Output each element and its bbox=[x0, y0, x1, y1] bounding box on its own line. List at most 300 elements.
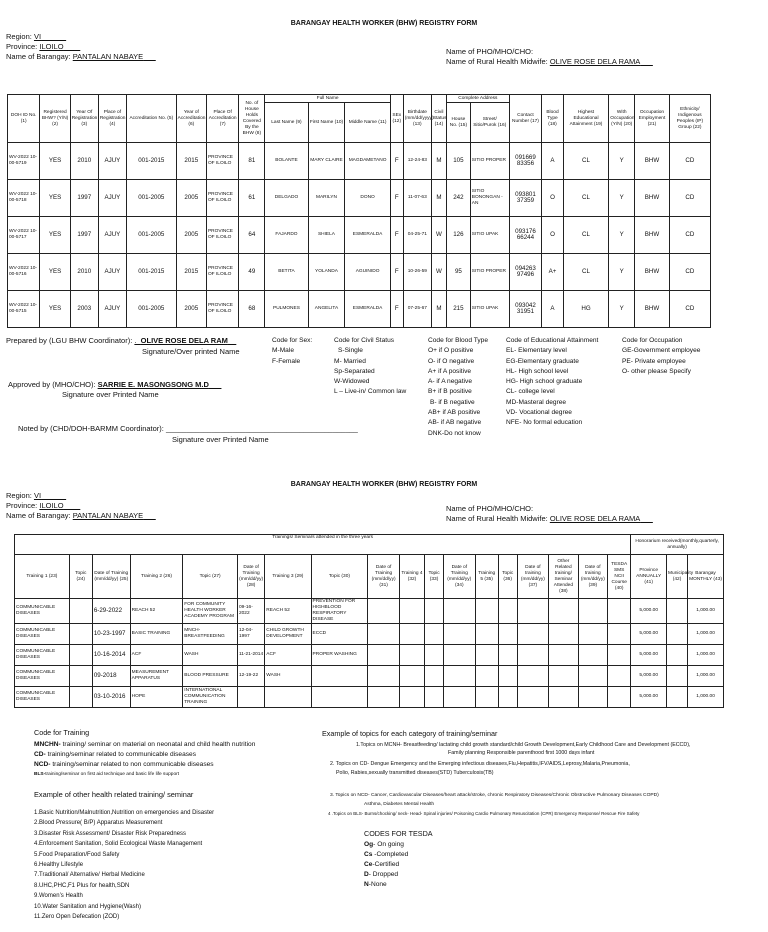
tesda-code-item: D- Dropped bbox=[364, 871, 399, 878]
table-cell: MNCH- BREASTFEEDING bbox=[183, 624, 238, 645]
table-cell: 2003 bbox=[70, 291, 98, 328]
table-cell: 093042 31951 bbox=[509, 291, 541, 328]
table-cell: 2015 bbox=[176, 143, 206, 180]
table-cell: 04-25-71 bbox=[403, 217, 431, 254]
table-cell: 093176 66244 bbox=[509, 217, 541, 254]
training-code-item: BLS-training/seminar on first aid technique and basic life life support bbox=[34, 772, 180, 777]
table-cell: MARY CLAIRE bbox=[308, 143, 345, 180]
table-cell: 12-04-1997 bbox=[237, 624, 264, 645]
table-cell: 09-16-2022 bbox=[237, 599, 264, 624]
table-row bbox=[8, 143, 711, 180]
table-row bbox=[8, 217, 711, 254]
table-cell bbox=[549, 666, 578, 687]
table-cell bbox=[69, 666, 92, 687]
table-cell bbox=[667, 687, 688, 708]
table-cell: SITIO UPAK bbox=[470, 291, 509, 328]
col-header: Training 2 (26) bbox=[130, 555, 183, 599]
table-cell: F bbox=[390, 143, 403, 180]
tesda-codes bbox=[364, 840, 408, 890]
table-cell bbox=[444, 624, 476, 645]
table-cell: WV-2022 10-00-5717 bbox=[8, 217, 40, 254]
table-cell: 12-19-22 bbox=[237, 666, 264, 687]
table-cell: DELGADO bbox=[265, 180, 308, 217]
table-cell bbox=[517, 645, 549, 666]
table-cell bbox=[498, 645, 517, 666]
table-cell: 215 bbox=[447, 291, 471, 328]
table-cell: PROVINCE OF ILOILO bbox=[206, 291, 238, 328]
table-cell: 49 bbox=[239, 254, 265, 291]
other-training-item: 5.Food Preparation/Food Safety bbox=[34, 851, 120, 858]
table-cell: CL bbox=[563, 217, 608, 254]
table-cell: BASIC TRAINING bbox=[130, 624, 183, 645]
table-cell: 1,000.00 bbox=[688, 624, 724, 645]
table-cell: 6-29-2022 bbox=[92, 599, 130, 624]
table-cell: 81 bbox=[239, 143, 265, 180]
table-cell: YES bbox=[40, 217, 70, 254]
table-cell bbox=[475, 666, 498, 687]
table-cell bbox=[444, 645, 476, 666]
other-training-item: 7.Traditional/ Alternative/ Herbal Medicine bbox=[34, 872, 145, 879]
table-cell: COMMUNICABLE DISEASES bbox=[15, 687, 70, 708]
table-cell: BOLANTE bbox=[265, 143, 308, 180]
table-cell bbox=[425, 666, 444, 687]
table-cell: 1,000.00 bbox=[688, 645, 724, 666]
table-cell: CD bbox=[669, 180, 710, 217]
table-cell bbox=[425, 687, 444, 708]
col-header: Year of Accreditation (6) bbox=[176, 95, 206, 143]
col-header: Training 5 (35) bbox=[475, 555, 498, 599]
form-title: BARANGAY HEALTH WORKER (BHW) REGISTRY FORM bbox=[290, 20, 478, 27]
table-row bbox=[8, 180, 711, 217]
header-left: Region: VI______ Province: ILOILO____ Name of Barangay: PANTALAN NABAYE___ bbox=[6, 32, 156, 61]
table-cell: PROPER WASHING bbox=[311, 645, 368, 666]
group-header: Full Name bbox=[265, 95, 390, 103]
table-cell bbox=[608, 599, 631, 624]
table-cell: A+ bbox=[542, 254, 564, 291]
other-training-item: 6.Healthy Lifestyle bbox=[34, 862, 84, 869]
table-cell bbox=[399, 599, 424, 624]
table-cell: SITIO BONONGAN -AN bbox=[470, 180, 509, 217]
table-cell: 1,000.00 bbox=[688, 599, 724, 624]
table-cell bbox=[399, 645, 424, 666]
tesda-code-item: Ce-Certified bbox=[364, 861, 400, 868]
training-code-item: MNCHN- training/ seminar on material on neonatal and child health nutrition bbox=[34, 741, 256, 748]
table-cell bbox=[578, 624, 607, 645]
col-header: Date of Training (mm/dd/yy) (25) bbox=[92, 555, 130, 599]
table-cell: REACH 52 bbox=[130, 599, 183, 624]
col-header: Other Related training/ Seminar Attended (38) bbox=[549, 555, 578, 599]
table-cell: FAJARDO bbox=[265, 217, 308, 254]
other-training-item: 9.Women’s Health bbox=[34, 893, 83, 900]
table-cell bbox=[517, 666, 549, 687]
noted-sub: Signature over Printed Name bbox=[172, 435, 269, 444]
table-cell: 5,000.00 bbox=[631, 687, 667, 708]
col-header: Middle Name (11) bbox=[345, 103, 390, 143]
table-cell: WV-2022 10-00-5718 bbox=[8, 180, 40, 217]
table-cell: O bbox=[542, 217, 564, 254]
table-cell: MEASUREMENT APPARATUS bbox=[130, 666, 183, 687]
noted-by: Noted by (CHD/DOH-BARMM Coordinator): ______________________________________________ bbox=[18, 424, 358, 433]
other-training-item: 1.Basic Nutrition/Malnutrition,Nutrition on emergencies and Disaster bbox=[34, 810, 215, 816]
table-cell: Y bbox=[609, 143, 635, 180]
table-cell bbox=[444, 666, 476, 687]
table-cell: 2005 bbox=[176, 217, 206, 254]
table-cell: COMMUNICABLE DISEASES bbox=[15, 666, 70, 687]
table-cell: 09-2018 bbox=[92, 666, 130, 687]
table-cell: CL bbox=[563, 254, 608, 291]
col-header: With Occupation (Y/N) (20) bbox=[609, 95, 635, 143]
table-cell bbox=[578, 666, 607, 687]
table-cell: PULMONES bbox=[265, 291, 308, 328]
table-cell bbox=[549, 624, 578, 645]
table-cell: CD bbox=[669, 254, 710, 291]
table-cell: COMMUNICABLE DISEASES bbox=[15, 645, 70, 666]
training-code-item: NCD- training/seminar related to non communicable diseases bbox=[34, 761, 214, 768]
code-civil-status: Code for Civil Status S-Single M- Married Sp-Separated W-Widowed L – Live-in/ Common law bbox=[334, 337, 407, 396]
col-header: Municipality (42) bbox=[667, 555, 688, 599]
col-header: Topic (27) bbox=[183, 555, 238, 599]
table-cell: AJUY bbox=[98, 143, 126, 180]
table-cell: ESMERALDA bbox=[345, 291, 390, 328]
col-header: DOH ID No. (1) bbox=[8, 95, 40, 143]
table-cell: O bbox=[542, 180, 564, 217]
other-training-item: 10.Water Sanitation and Hygiene(Wash) bbox=[34, 903, 141, 910]
table-cell: 242 bbox=[447, 180, 471, 217]
table-cell: BHW bbox=[635, 217, 670, 254]
table-cell: SITIO UPAK bbox=[470, 217, 509, 254]
col-header: House No. (15) bbox=[447, 103, 471, 143]
table-cell: 094263 97496 bbox=[509, 254, 541, 291]
training-codes-title: Code for Training bbox=[34, 728, 90, 737]
table-cell: CD bbox=[669, 217, 710, 254]
table-cell: AJUY bbox=[98, 291, 126, 328]
group-header: Trainings/ Seminars attended in the three years bbox=[15, 535, 631, 555]
tesda-code-item: Og- On going bbox=[364, 841, 404, 848]
table-cell: A bbox=[542, 143, 564, 180]
table-cell: COMMUNICABLE DISEASES bbox=[15, 599, 70, 624]
table-cell: BHW bbox=[635, 291, 670, 328]
table-cell: CHILD GROWTH DEVELOPMENT bbox=[265, 624, 311, 645]
table-cell: 001-2005 bbox=[126, 217, 176, 254]
table-cell: ANGELITA bbox=[308, 291, 345, 328]
table-cell: YES bbox=[40, 254, 70, 291]
table-cell bbox=[549, 599, 578, 624]
table-cell bbox=[475, 599, 498, 624]
table-cell: PROVINCE OF ILOILO bbox=[206, 180, 238, 217]
table-cell bbox=[498, 624, 517, 645]
approved-sub: Signature over Printed Name bbox=[62, 390, 159, 399]
table-cell bbox=[69, 624, 92, 645]
table-cell: MAGDAMETANO bbox=[345, 143, 390, 180]
table-cell: AJUY bbox=[98, 180, 126, 217]
table-cell: CD bbox=[669, 291, 710, 328]
table-cell: F bbox=[390, 217, 403, 254]
table-cell: 091669 83356 bbox=[509, 143, 541, 180]
col-header: Topic (36) bbox=[498, 555, 517, 599]
table-cell: WV-2022 10-00-5716 bbox=[8, 254, 40, 291]
table-cell bbox=[475, 645, 498, 666]
form-title-2: BARANGAY HEALTH WORKER (BHW) REGISTRY FORM bbox=[290, 481, 478, 488]
table-cell bbox=[475, 687, 498, 708]
table-cell bbox=[517, 624, 549, 645]
table-cell bbox=[549, 687, 578, 708]
table-cell: WV-2022 10-00-5719 bbox=[8, 143, 40, 180]
table-cell bbox=[265, 687, 311, 708]
col-header: Province ANNUALLY (41) bbox=[631, 555, 667, 599]
header-right-2: Name of PHO/MHO/CHO: Name of Rural Health Midwife: OLIVE ROSE DELA RAMA___ bbox=[446, 504, 653, 523]
table-cell: 68 bbox=[239, 291, 265, 328]
col-header: Place Of Accreditation (7) bbox=[206, 95, 238, 143]
table-cell bbox=[69, 599, 92, 624]
table-row bbox=[15, 599, 724, 624]
table-cell bbox=[667, 666, 688, 687]
table-cell: WASH bbox=[265, 666, 311, 687]
table-cell bbox=[498, 666, 517, 687]
other-training-item: 2.Blood Pressure( B/P) Apparatus Measurement bbox=[34, 820, 163, 827]
table-cell: F bbox=[390, 291, 403, 328]
table-cell: SITIO PROPER bbox=[470, 143, 509, 180]
table-cell bbox=[311, 687, 368, 708]
col-header: Blood Type (18) bbox=[542, 95, 564, 143]
table-cell: 5,000.00 bbox=[631, 624, 667, 645]
table-cell: 10-23-1997 bbox=[92, 624, 130, 645]
table-cell: 11-07-63 bbox=[403, 180, 431, 217]
table-cell: INTERNATIONAL COMMUNICATION TRAINING bbox=[183, 687, 238, 708]
table-cell bbox=[667, 624, 688, 645]
table-cell: AGUINIDO bbox=[345, 254, 390, 291]
code-sex: Code for Sex: M-Male F-Female bbox=[272, 337, 313, 365]
table-cell: Y bbox=[609, 180, 635, 217]
table-cell bbox=[608, 624, 631, 645]
table-cell: 093801 37359 bbox=[509, 180, 541, 217]
table-cell: ECCD bbox=[311, 624, 368, 645]
table-cell bbox=[578, 599, 607, 624]
table-cell: ACF bbox=[130, 645, 183, 666]
training-codes-list bbox=[34, 740, 255, 780]
table-cell bbox=[667, 645, 688, 666]
table-cell: 1997 bbox=[70, 180, 98, 217]
table-cell: BHW bbox=[635, 180, 670, 217]
table-cell: W bbox=[431, 217, 446, 254]
table-cell: WASH bbox=[183, 645, 238, 666]
table-cell bbox=[425, 599, 444, 624]
table-cell: 95 bbox=[447, 254, 471, 291]
table-cell bbox=[69, 687, 92, 708]
table-cell: REACH 52 bbox=[265, 599, 311, 624]
table-cell bbox=[311, 666, 368, 687]
prepared-by: Prepared by (LGU BHW Coordinator): ._OLIVE ROSE DELA RAM__ bbox=[6, 336, 237, 345]
table-cell: BLOOD PRESSURE bbox=[183, 666, 238, 687]
table-cell: COMMUNICABLE DISEASES bbox=[15, 624, 70, 645]
table-cell: YES bbox=[40, 291, 70, 328]
other-training-item: 11.Zero Open Defecation (ZOD) bbox=[34, 914, 120, 921]
col-header: First Name (10) bbox=[308, 103, 345, 143]
col-header: Date of training (mm/dd/yy) (37) bbox=[517, 555, 549, 599]
table-cell: HOPE bbox=[130, 687, 183, 708]
table-cell: 1997 bbox=[70, 217, 98, 254]
other-training-item: 4.Enforcement Sanitation, Solid Ecological Waste Management bbox=[34, 841, 203, 848]
table-cell: 61 bbox=[239, 180, 265, 217]
table-cell bbox=[368, 599, 400, 624]
table-cell bbox=[399, 666, 424, 687]
table-cell: DONO bbox=[345, 180, 390, 217]
tesda-title: CODES FOR TESDA bbox=[364, 829, 433, 838]
col-header: Registered BHW? (Y/N) (2) bbox=[40, 95, 70, 143]
col-header: Accreditation No. (5) bbox=[126, 95, 176, 143]
col-header: Date of training (mm/dd/yy) (39) bbox=[578, 555, 607, 599]
table-cell: 12-24-83 bbox=[403, 143, 431, 180]
col-header: Date of Training (mm/dd/yy) (28) bbox=[237, 555, 264, 599]
table-cell bbox=[549, 645, 578, 666]
table-cell: ACF bbox=[265, 645, 311, 666]
table-cell: Y bbox=[609, 254, 635, 291]
other-training-title: Example of other health related training/ seminar bbox=[34, 790, 194, 799]
table-cell bbox=[399, 624, 424, 645]
other-training-list bbox=[34, 808, 214, 922]
col-header: Highest Educational Attainment (19) bbox=[563, 95, 608, 143]
table-cell: FOR COMMUNITY HEALTH WORKER ACADEMY PROGRAM bbox=[183, 599, 238, 624]
col-header: Date of Training (mm/dd/yy) (31) bbox=[368, 555, 400, 599]
table-cell bbox=[667, 599, 688, 624]
table-cell bbox=[368, 666, 400, 687]
other-training-item: 3.Disaster Risk Assessment/ Disaster Risk Preparedness bbox=[34, 830, 187, 837]
table-cell bbox=[608, 666, 631, 687]
table-cell: MARILYN bbox=[308, 180, 345, 217]
table-cell bbox=[368, 624, 400, 645]
table-cell: F bbox=[390, 254, 403, 291]
topics-bls: 4 .Topics on BLS- Burns/chocking/ neck- Head- Spinal injuries/ Poisoning Cardio Pulmonary Resuscitation (CPR) Emergency Response/ Rescue Fire Safety bbox=[328, 811, 640, 816]
topics-ncd: 3. Topics on NCD- Cancer, Cardiovascular Diseases/heart attack/stroke, chronic Respiratory Diseases/Chronic Obstructive Pulmonary Diseases COPD) Asthma, Diabetes Mental Health bbox=[330, 793, 659, 807]
table-cell: BETITA bbox=[265, 254, 308, 291]
table-cell: 10-26-59 bbox=[403, 254, 431, 291]
code-blood-type: Code for Blood Type O+ if O positive O- if O negative A+ if A positive A- if A negative B+ if B positive B- if B negative AB+ if AB positive AB- if AB negative DNK-Do not know bbox=[428, 337, 488, 437]
table-row bbox=[15, 645, 724, 666]
table-cell: 2010 bbox=[70, 143, 98, 180]
col-header: Street/ Sitio/Purok (16) bbox=[470, 103, 509, 143]
table-cell bbox=[444, 687, 476, 708]
header-right: Name of PHO/MHO/CHO: Name of Rural Health Midwife: OLIVE ROSE DELA RAMA___ bbox=[446, 47, 653, 66]
col-header: TESDA SMS NCII Course (40) bbox=[608, 555, 631, 599]
table-row bbox=[8, 291, 711, 328]
prepared-sub: Signature/Over printed Name bbox=[142, 347, 240, 356]
col-header: Barangay MONTHLY (43) bbox=[688, 555, 724, 599]
col-header: Place of Registration (4) bbox=[98, 95, 126, 143]
table-cell bbox=[425, 645, 444, 666]
table-cell: 5,000.00 bbox=[631, 599, 667, 624]
table-cell bbox=[475, 624, 498, 645]
topics-cd: 2. Topics on CD- Dengue Emergency and the Emerging infectious diseases,Flu,Hepatitis,IFV/AIDS,Leprosy,Malaria,Pneumonia, Polio, Rabies,sexually transmitted diseases(STD) Tuberculosis(TB) bbox=[330, 761, 630, 776]
training-table bbox=[14, 534, 724, 708]
table-cell: 001-2005 bbox=[126, 180, 176, 217]
table-cell: Y bbox=[609, 217, 635, 254]
table-cell bbox=[517, 687, 549, 708]
table-cell: YOLANDA bbox=[308, 254, 345, 291]
table-cell: 1,000.00 bbox=[688, 687, 724, 708]
table-cell: 105 bbox=[447, 143, 471, 180]
table-cell: A bbox=[542, 291, 564, 328]
col-header: Last Name (9) bbox=[265, 103, 308, 143]
approved-by: Approved by (MHO/CHO): SARRIE E. MASONGSONG M.D___ bbox=[8, 380, 222, 389]
table-cell: WV-2022 10-00-5715 bbox=[8, 291, 40, 328]
table-row bbox=[15, 624, 724, 645]
table-cell: M bbox=[431, 143, 446, 180]
training-code-item: CD- training/seminar related to communicable diseases bbox=[34, 751, 196, 758]
table-row bbox=[15, 687, 724, 708]
table-cell: SHIELA bbox=[308, 217, 345, 254]
col-header: Year Of Registration (3) bbox=[70, 95, 98, 143]
table-cell: PROVINCE OF ILOILO bbox=[206, 143, 238, 180]
col-header: No. of House Holds Covered By the BHW (8) bbox=[239, 95, 265, 143]
table-cell: F bbox=[390, 180, 403, 217]
table-row bbox=[8, 254, 711, 291]
topics-title: Example of topics for each category of training/seminar bbox=[322, 729, 498, 738]
table-cell: YES bbox=[40, 143, 70, 180]
group-header: Honorarium received(monthly,quarterly, annually) bbox=[631, 535, 724, 555]
table-cell: PROVINCE OF ILOILO bbox=[206, 217, 238, 254]
table-cell: BHW bbox=[635, 254, 670, 291]
header-left-2: Region: VI______ Province: ILOILO____ Name of Barangay: PANTALAN NABAYE___ bbox=[6, 491, 156, 520]
table-cell: BHW bbox=[635, 143, 670, 180]
table-cell: 001-2015 bbox=[126, 254, 176, 291]
table-cell: AJUY bbox=[98, 254, 126, 291]
table-cell: 2005 bbox=[176, 291, 206, 328]
table-cell: 10-16-2014 bbox=[92, 645, 130, 666]
table-cell: 001-2005 bbox=[126, 291, 176, 328]
table-cell: CL bbox=[563, 143, 608, 180]
table-cell: 11-21-2014 bbox=[237, 645, 264, 666]
table-cell: 2015 bbox=[176, 254, 206, 291]
table-cell bbox=[498, 687, 517, 708]
table-cell bbox=[578, 687, 607, 708]
tesda-code-item: N-None bbox=[364, 881, 387, 888]
table-cell: 5,000.00 bbox=[631, 666, 667, 687]
topics-mcnh: 1.Topics on MCNH- Breastfeeding/ lactating child growth standard/child Growth Development,Early Childhood Care and Development (ECCD), Family planning Responsible parenthood first 1000 days infant bbox=[356, 742, 691, 756]
table-cell: 001-2015 bbox=[126, 143, 176, 180]
col-header: Topic (24) bbox=[69, 555, 92, 599]
table-cell bbox=[69, 645, 92, 666]
table-cell bbox=[237, 687, 264, 708]
table-cell: 2005 bbox=[176, 180, 206, 217]
col-header: Contact Number (17) bbox=[509, 95, 541, 143]
table-cell: M bbox=[431, 291, 446, 328]
col-header: Occupation Employment (21) bbox=[635, 95, 670, 143]
col-header: Birthdate (mm/dd/yyyy) (13) bbox=[403, 95, 431, 143]
table-cell bbox=[368, 687, 400, 708]
col-header: Date of Training (mm/dd/yy) (34) bbox=[444, 555, 476, 599]
col-header: Training 3 (29) bbox=[265, 555, 311, 599]
table-row bbox=[15, 666, 724, 687]
col-header: Ethnicity/ Indigenous Peoples (IP) Group (22) bbox=[669, 95, 710, 143]
table-cell bbox=[578, 645, 607, 666]
table-cell: 126 bbox=[447, 217, 471, 254]
tesda-code-item: Cs -Completed bbox=[364, 851, 409, 858]
table-cell: PREVENTION FOR HIGHBLOOD RESPIRATORY DISEASE bbox=[311, 599, 368, 624]
table-cell: AJUY bbox=[98, 217, 126, 254]
other-training-item: 8.UHC,PHC,F1 Plus for health,SDN bbox=[34, 882, 130, 889]
table-cell: 1,000.00 bbox=[688, 666, 724, 687]
table-cell: 03-10-2016 bbox=[92, 687, 130, 708]
table-cell: M bbox=[431, 180, 446, 217]
table-cell: YES bbox=[40, 180, 70, 217]
table-cell bbox=[608, 645, 631, 666]
col-header: Topic (30) bbox=[311, 555, 368, 599]
table-cell: W bbox=[431, 254, 446, 291]
bhw-registry-table bbox=[7, 94, 711, 328]
table-cell: 07-25-67 bbox=[403, 291, 431, 328]
table-cell bbox=[399, 687, 424, 708]
table-cell: 64 bbox=[239, 217, 265, 254]
table-cell: CD bbox=[669, 143, 710, 180]
